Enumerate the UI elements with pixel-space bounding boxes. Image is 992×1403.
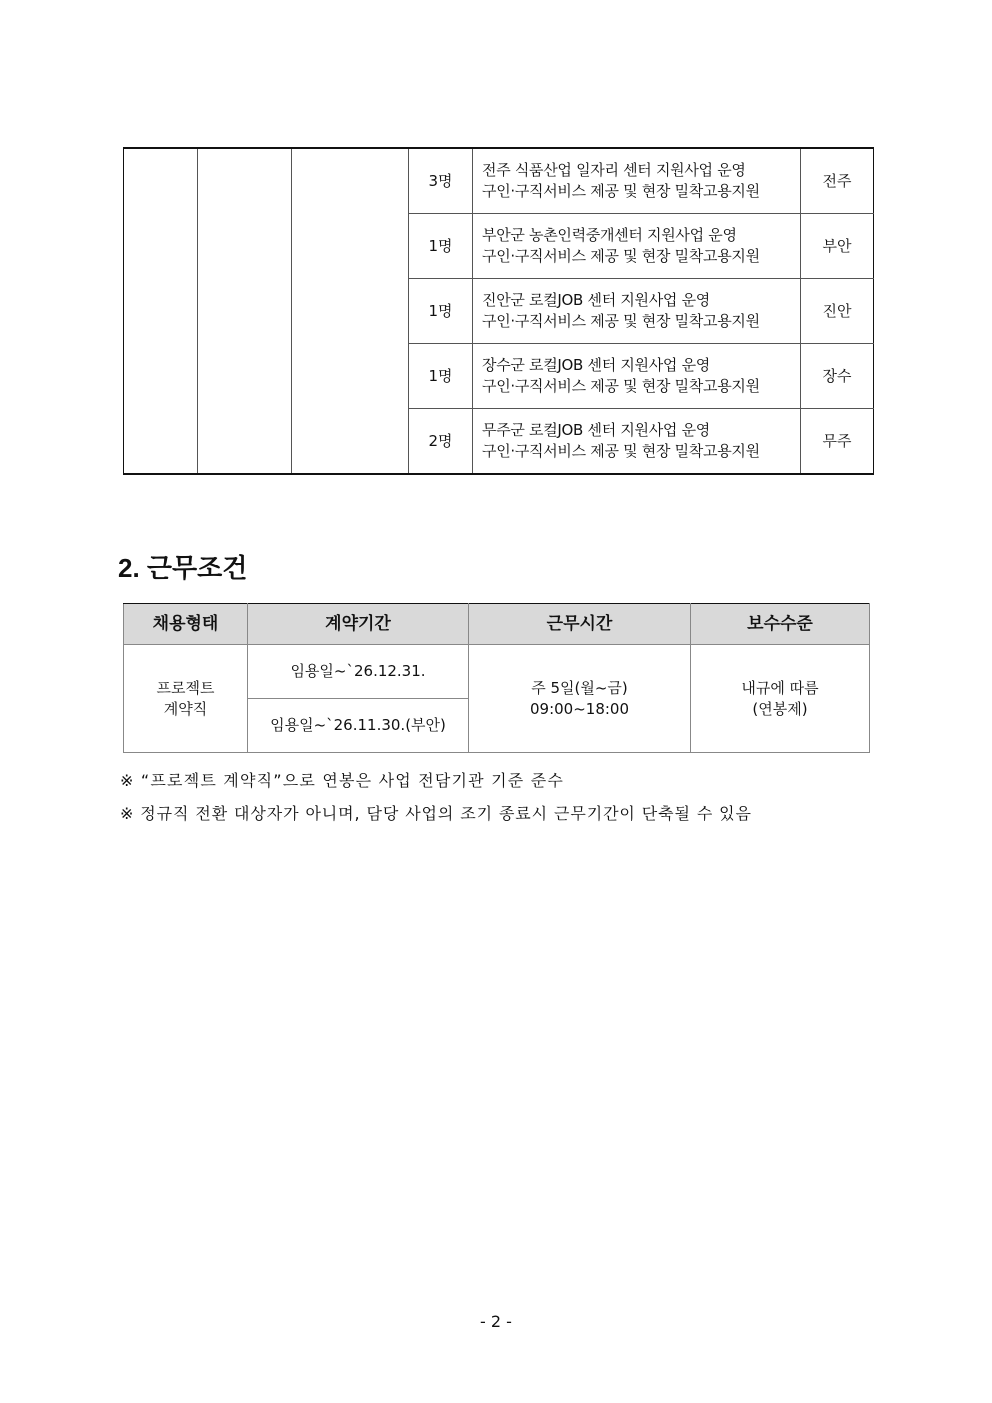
- region: 부안: [801, 214, 874, 279]
- description-line: 전주 식품산업 일자리 센터 지원사업 운영: [482, 161, 746, 179]
- text-line: (연봉제): [752, 699, 808, 718]
- salary: [691, 645, 870, 753]
- text-line: 주 5일(월~금): [531, 678, 628, 697]
- text-line: 09:00~18:00: [529, 699, 630, 718]
- description-line: 구인·구직서비스 제공 및 현장 밀착고용지원: [482, 247, 760, 265]
- region: 장수: [801, 344, 874, 409]
- text-line: 프로젝트: [156, 678, 215, 697]
- header-employment-type: 채용형태: [124, 604, 248, 645]
- description-line: 무주군 로컬JOB 센터 지원사업 운영: [482, 421, 710, 439]
- work-hours: [469, 645, 691, 753]
- text-line: 내규에 따름: [741, 678, 819, 697]
- job-description: [473, 344, 801, 409]
- region: 전주: [801, 148, 874, 214]
- description-line: 구인·구직서비스 제공 및 현장 밀착고용지원: [482, 312, 760, 330]
- headcount: 2명: [409, 409, 473, 475]
- description-line: 진안군 로컬JOB 센터 지원사업 운영: [482, 291, 710, 309]
- section-title: 2. 근무조건: [118, 553, 248, 583]
- header-work-hours: 근무시간: [469, 604, 691, 645]
- headcount: 3명: [409, 148, 473, 214]
- headcount: 1명: [409, 279, 473, 344]
- description-line: 장수군 로컬JOB 센터 지원사업 운영: [482, 356, 710, 374]
- table-row: [124, 645, 870, 699]
- contract-period: 임용일~`26.12.31.: [248, 645, 469, 699]
- contract-period: 임용일~`26.11.30.(부안): [248, 699, 469, 753]
- employment-type: [124, 645, 248, 753]
- table-row: [124, 148, 874, 214]
- note: ※ 정규직 전환 대상자가 아니며, 담당 사업의 조기 종료시 근무기간이 단축될 수 있음: [120, 804, 752, 823]
- job-description: [473, 279, 801, 344]
- merged-cell: [198, 148, 292, 474]
- page-number: - 2 -: [480, 1312, 512, 1331]
- region: 무주: [801, 409, 874, 475]
- text-line: 계약직: [163, 699, 208, 718]
- merged-cell: [124, 148, 198, 474]
- description-line: 부안군 농촌인력중개센터 지원사업 운영: [482, 226, 737, 244]
- description-line: 구인·구직서비스 제공 및 현장 밀착고용지원: [482, 442, 760, 460]
- merged-cell: [292, 148, 409, 474]
- header-row: [124, 604, 870, 645]
- job-description: [473, 409, 801, 475]
- region: 진안: [801, 279, 874, 344]
- headcount: 1명: [409, 214, 473, 279]
- headcount: 1명: [409, 344, 473, 409]
- job-description: [473, 148, 801, 214]
- job-description: [473, 214, 801, 279]
- note: ※ “프로젝트 계약직”으로 연봉은 사업 전담기관 기준 준수: [120, 771, 565, 790]
- description-line: 구인·구직서비스 제공 및 현장 밀착고용지원: [482, 377, 760, 395]
- header-salary: 보수수준: [691, 604, 870, 645]
- recruitment-table-continued: [123, 147, 874, 475]
- header-contract-period: 계약기간: [248, 604, 469, 645]
- description-line: 구인·구직서비스 제공 및 현장 밀착고용지원: [482, 182, 760, 200]
- work-conditions-table: [123, 603, 870, 753]
